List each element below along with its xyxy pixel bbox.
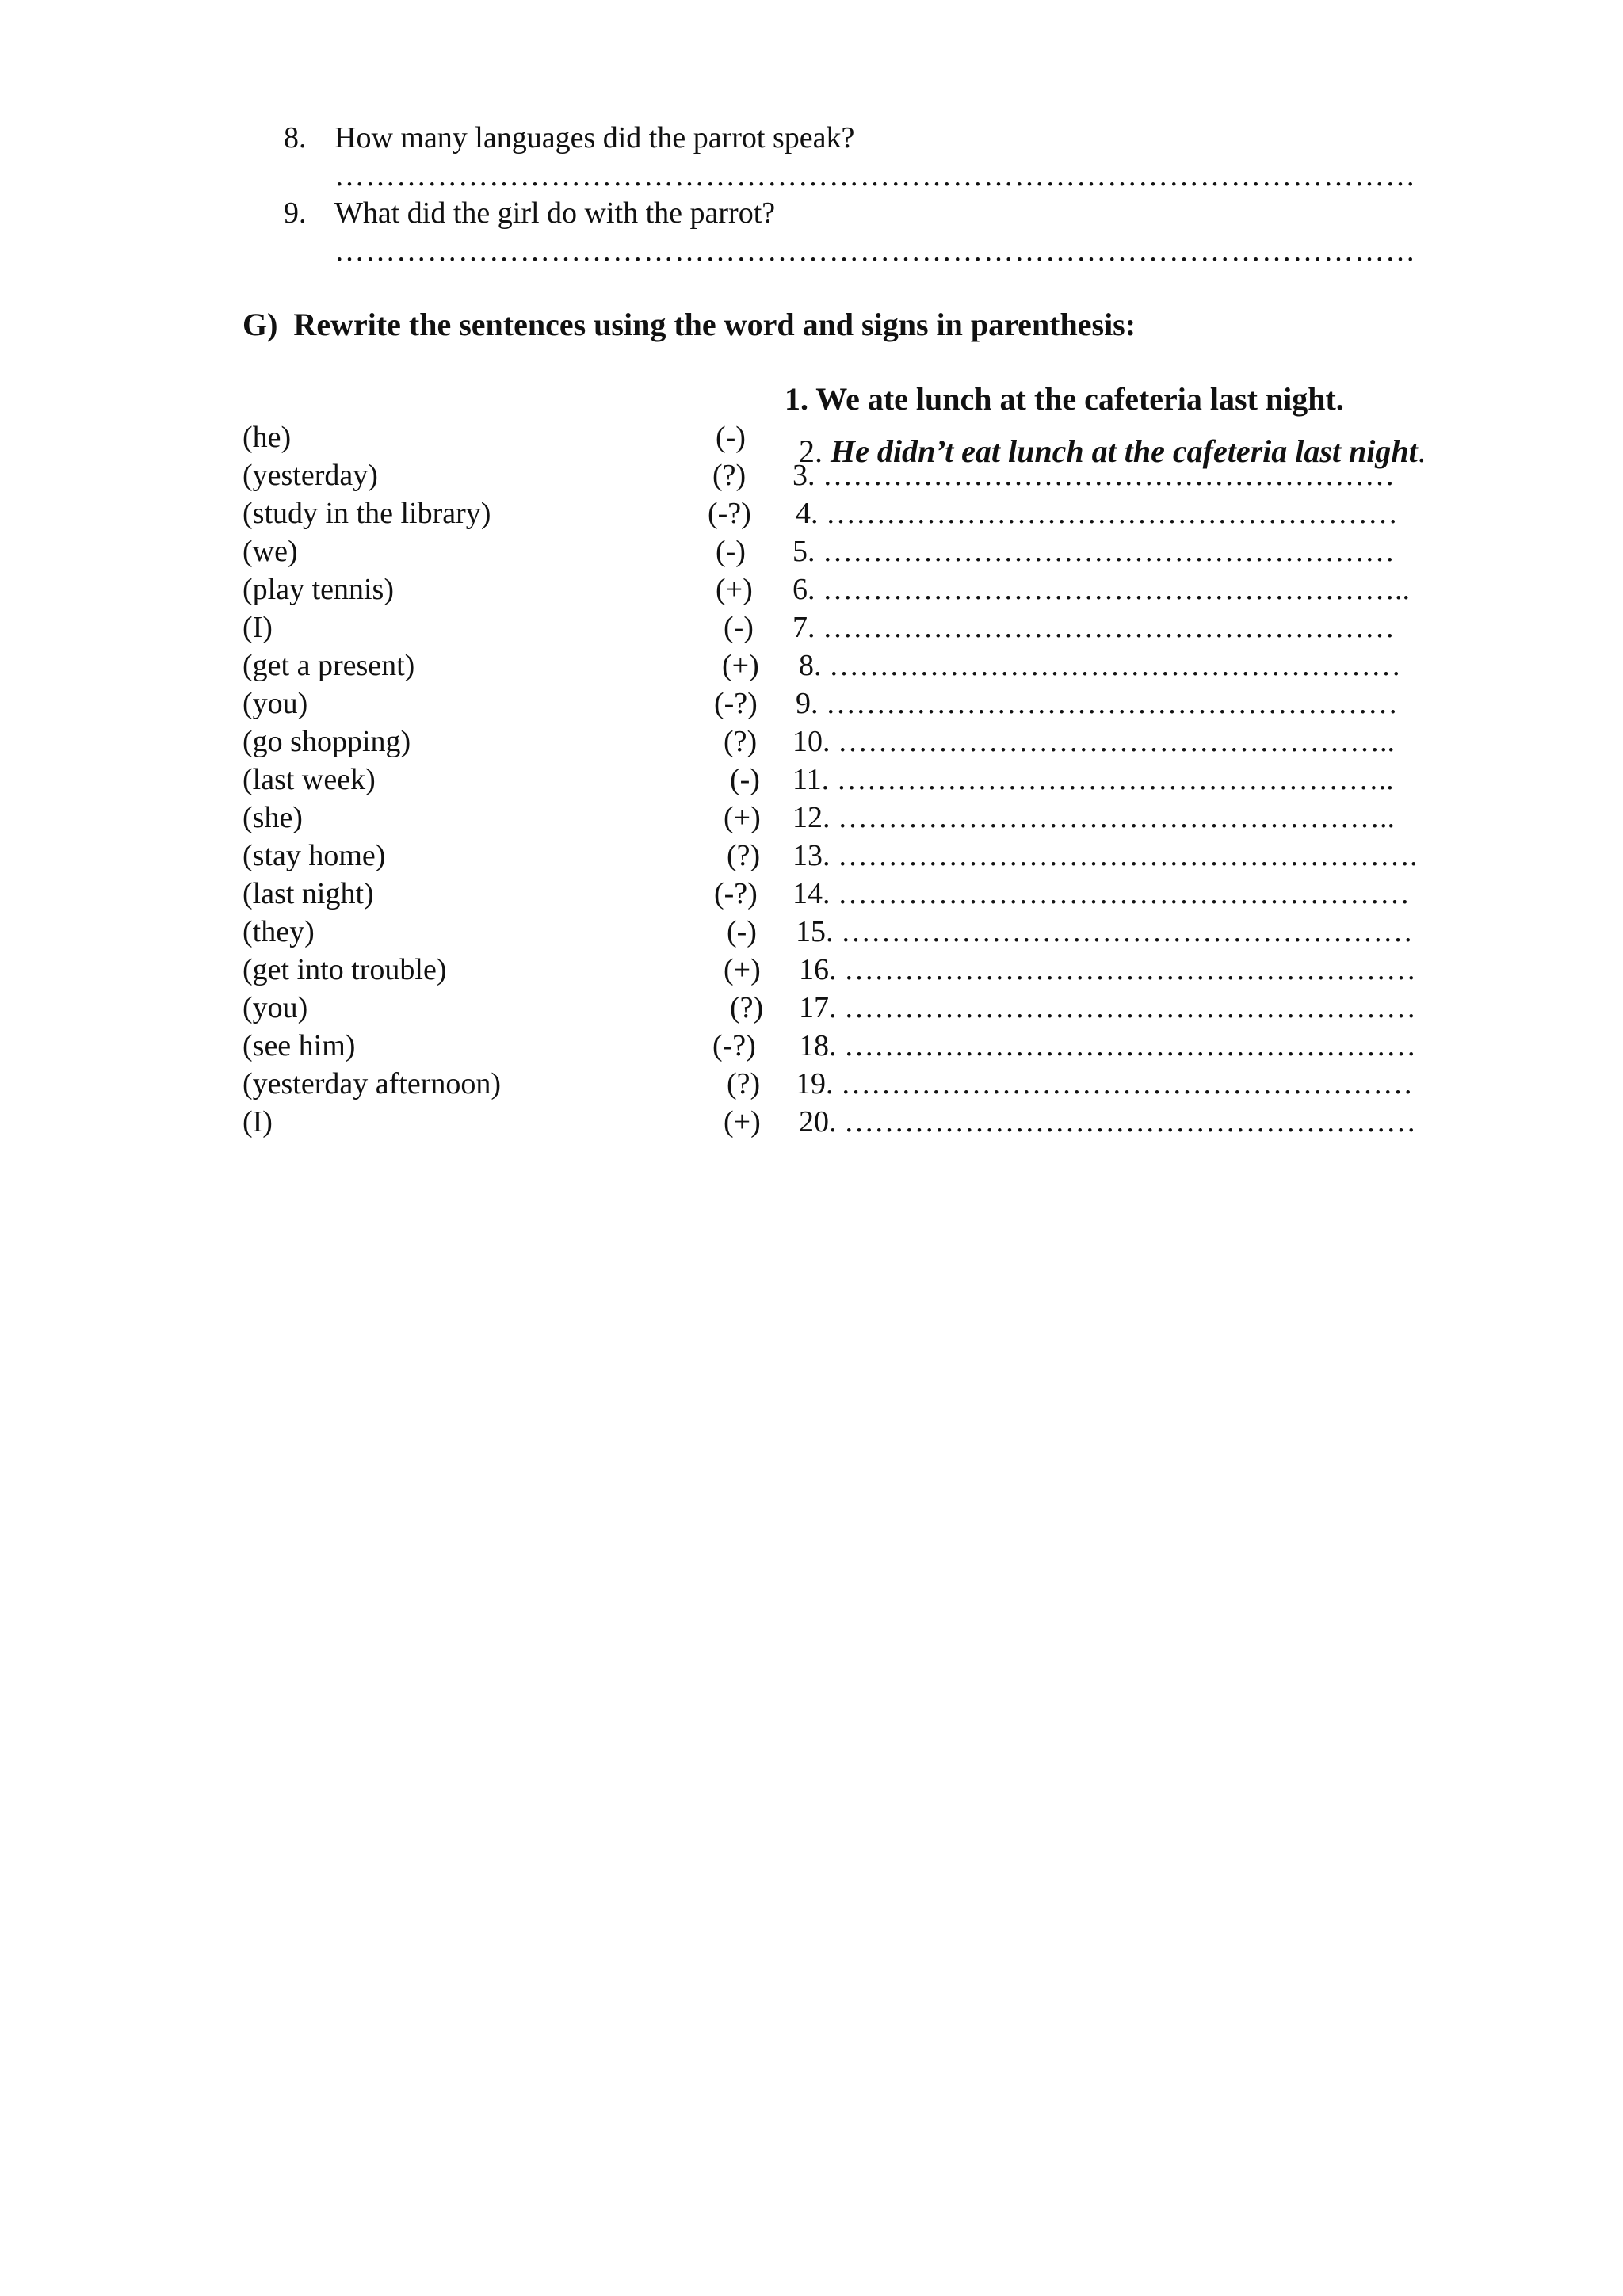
question-number: 8. xyxy=(284,121,307,154)
sign-label: (-?) xyxy=(714,877,758,910)
answer-line[interactable]: 17. ………………………………………………… xyxy=(799,991,1416,1024)
sign-label: (+) xyxy=(724,953,761,986)
answer-line[interactable]: 12. ……………………………………………….. xyxy=(792,801,1395,834)
answer-line[interactable]: …………………………………………………………………………………………… xyxy=(334,235,1416,268)
prompt-word: (stay home) xyxy=(242,839,386,872)
sign-label: (-) xyxy=(724,611,754,644)
sign-label: (?) xyxy=(712,459,747,492)
answer-line[interactable]: 18. ………………………………………………… xyxy=(799,1029,1416,1062)
sign-label: (-) xyxy=(730,763,760,796)
answer-line[interactable]: 11. ……………………………………………….. xyxy=(792,763,1394,796)
answer-line[interactable]: 10. ……………………………………………….. xyxy=(792,725,1395,758)
prompt-word: (you) xyxy=(242,991,308,1024)
sign-label: (+) xyxy=(716,573,753,606)
answer-line[interactable]: 9. ………………………………………………… xyxy=(796,687,1398,720)
sign-label: (+) xyxy=(724,801,761,834)
example-text: He didn’t eat lunch at the cafeteria last night xyxy=(831,433,1418,469)
sign-label: (-?) xyxy=(708,497,751,530)
prompt-word: (I) xyxy=(242,1105,273,1138)
answer-line[interactable]: 16. ………………………………………………… xyxy=(799,953,1416,986)
question-text: What did the girl do with the parrot? xyxy=(334,196,776,230)
sign-label: (-?) xyxy=(712,1029,756,1062)
prompt-word: (you) xyxy=(242,687,308,720)
prompt-word: (she) xyxy=(242,801,303,834)
answer-line[interactable]: 3. ………………………………………………… xyxy=(792,459,1395,492)
prompt-word: (last week) xyxy=(242,763,376,796)
example-sentence-1: 1. We ate lunch at the cafeteria last night. xyxy=(785,381,1344,417)
example-period: . xyxy=(1417,433,1426,469)
question-text: How many languages did the parrot speak? xyxy=(334,121,855,154)
sign-label: (+) xyxy=(724,1105,761,1138)
prompt-word: (go shopping) xyxy=(242,725,411,758)
prompt-word: (he) xyxy=(242,421,292,454)
answer-line[interactable]: 8. ………………………………………………… xyxy=(799,649,1401,682)
answer-line[interactable]: 7. ………………………………………………… xyxy=(792,611,1395,644)
sign-label: (-) xyxy=(727,915,757,948)
sign-label: (?) xyxy=(727,1067,761,1100)
prompt-word: (see him) xyxy=(242,1029,356,1062)
prompt-word: (get a present) xyxy=(242,649,415,682)
answer-line[interactable]: 6. ………………………………………………….. xyxy=(792,573,1410,606)
prompt-word: (play tennis) xyxy=(242,573,395,606)
sign-label: (?) xyxy=(724,725,758,758)
prompt-word: (get into trouble) xyxy=(242,953,447,986)
sign-label: (-) xyxy=(716,421,746,454)
prompt-word: (we) xyxy=(242,535,298,568)
prompt-word: (study in the library) xyxy=(242,497,491,530)
answer-line[interactable]: 20. ………………………………………………… xyxy=(799,1105,1416,1138)
sign-label: (-) xyxy=(716,535,746,568)
answer-line[interactable]: 15. ………………………………………………… xyxy=(796,915,1413,948)
sign-label: (-?) xyxy=(714,687,758,720)
sign-label: (?) xyxy=(730,991,764,1024)
sign-label: (?) xyxy=(727,839,761,872)
prompt-word: (I) xyxy=(242,611,273,644)
prompt-word: (last night) xyxy=(242,877,374,910)
prompt-word: (they) xyxy=(242,915,315,948)
example-number: 2. xyxy=(799,433,831,469)
section-g-heading: G) Rewrite the sentences using the word and signs in parenthesis: xyxy=(242,307,1136,342)
answer-line[interactable]: 5. ………………………………………………… xyxy=(792,535,1395,568)
answer-line[interactable]: …………………………………………………………………………………………… xyxy=(334,159,1416,193)
answer-line[interactable]: 19. ………………………………………………… xyxy=(796,1067,1413,1100)
answer-line[interactable]: 14. ………………………………………………… xyxy=(792,877,1410,910)
prompt-word: (yesterday afternoon) xyxy=(242,1067,502,1100)
answer-line[interactable]: 13. …………………………………………………. xyxy=(792,839,1418,872)
question-number: 9. xyxy=(284,196,307,230)
answer-line[interactable]: 4. ………………………………………………… xyxy=(796,497,1398,530)
prompt-word: (yesterday) xyxy=(242,459,378,492)
sign-label: (+) xyxy=(722,649,759,682)
